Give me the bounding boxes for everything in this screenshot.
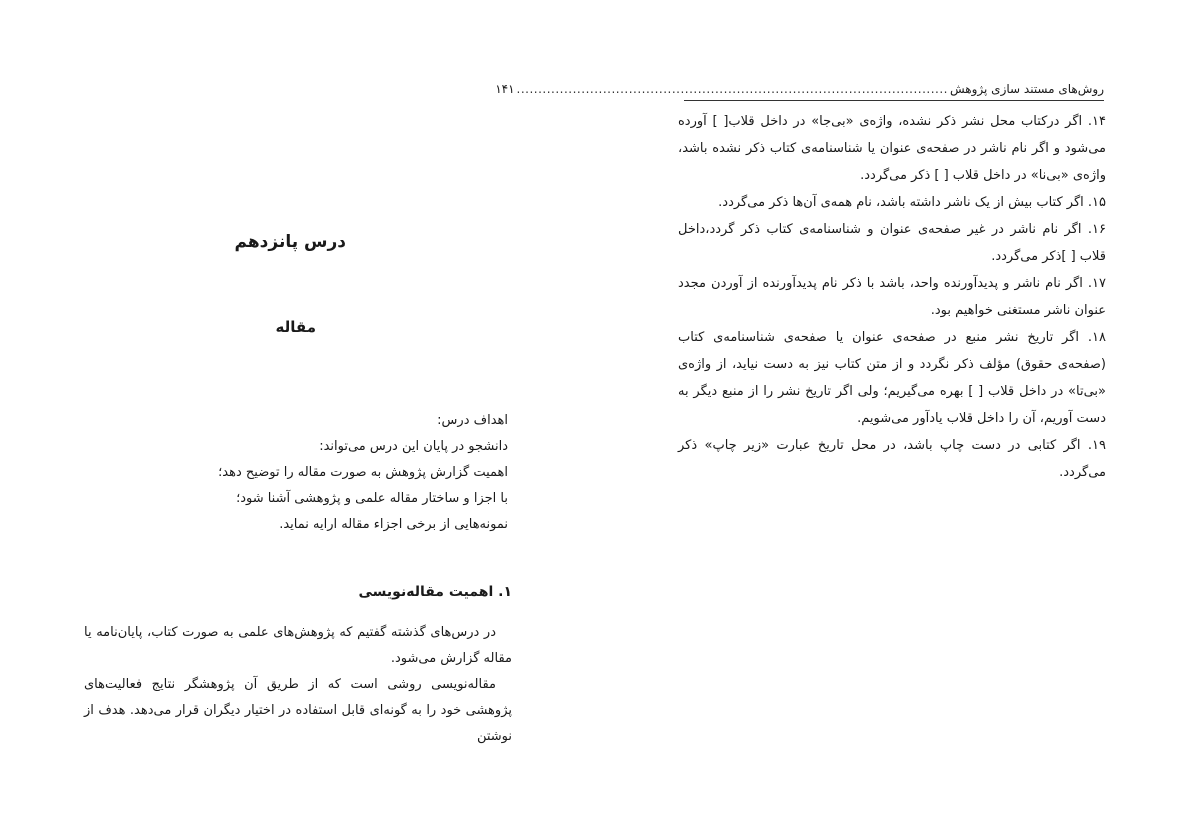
objective-item: اهمیت گزارش پژوهش به صورت مقاله را توضیح دهد؛ (218, 465, 508, 480)
rule-16: ۱۶. اگر نام ناشر در غیر صفحه‌ی عنوان و شناسنامه‌ی کتاب ذکر گردد،داخل قلاب [ ]ذکر می‌گردد. (678, 222, 1106, 264)
running-leader-dots: .................................................................................................... (516, 82, 948, 96)
objectives-heading: اهداف درس: (437, 413, 508, 428)
section-body (84, 620, 512, 750)
rules-list (678, 108, 1106, 486)
rule-14: ۱۴. اگر درکتاب محل نشر ذکر نشده، واژه‌ی «بی‌جا» در داخل قلاب[ ] آورده می‌شود و اگر نام ناشر در صفحه‌ی عنوان یا شناسنامه‌ی کتاب ذکر نشده باشد، واژه‌ی «بی‌نا» در داخل قلاب [ ] ذکر می‌گردد. (678, 114, 1106, 183)
section-paragraph: در درس‌های گذشته گفتیم که پژوهش‌های علمی به صورت کتاب، پایان‌نامه یا مقاله گزارش می‌شود. (84, 625, 512, 666)
right-page (495, 0, 1192, 830)
running-header (495, 78, 1104, 101)
lesson-objectives (178, 408, 508, 538)
rule-15: ۱۵. اگر کتاب بیش از یک ناشر داشته باشد، نام همه‌ی آن‌ها ذکر می‌گردد. (718, 195, 1106, 210)
section-heading: ۱. اهمیت مقاله‌نویسی (358, 584, 512, 600)
rule-19: ۱۹. اگر کتابی در دست چاپ باشد، در محل تاریخ عبارت «زیر چاپ» ذکر می‌گردد. (678, 438, 1106, 480)
objective-item: با اجزا و ساختار مقاله علمی و پژوهشی آشنا شود؛ (236, 491, 508, 506)
rule-18: ۱۸. اگر تاریخ نشر منبع در صفحه‌ی عنوان یا صفحه‌ی شناسنامه‌ی کتاب (صفحه‌ی حقوق) مؤلف ذکر نگردد و از متن کتاب نیز به دست نیاید، از واژه‌ی «بی‌تا» در داخل قلاب [ ] بهره می‌گیریم؛ ولی اگر تاریخ نشر را از منبع دیگر به دست آوریم، آن را داخل قلاب یادآور می‌شویم. (678, 330, 1106, 426)
objective-item: نمونه‌هایی از برخی اجزاء مقاله ارایه نماید. (279, 517, 508, 532)
rule-17: ۱۷. اگر نام ناشر و پدیدآورنده واحد، باشد با ذکر نام پدیدآورنده از آوردن مجدد عنوان ناشر مستغنی خواهیم بود. (678, 276, 1106, 318)
subject-title: مقاله (275, 318, 316, 336)
section-paragraph: مقاله‌نویسی روشی است که از طریق آن پژوهشگر نتایج فعالیت‌های پژوهشی خود را به گونه‌ای قابل استفاده در اختیار دیگران قرار می‌دهد. هدف از نوشتن (84, 677, 512, 744)
page-number: ۱۴۱ (495, 82, 515, 96)
running-title: روش‌های مستند سازی پژوهش (949, 82, 1104, 96)
lesson-title: درس پانزدهم (234, 232, 346, 252)
objectives-intro: دانشجو در پایان این درس می‌تواند: (319, 439, 508, 454)
